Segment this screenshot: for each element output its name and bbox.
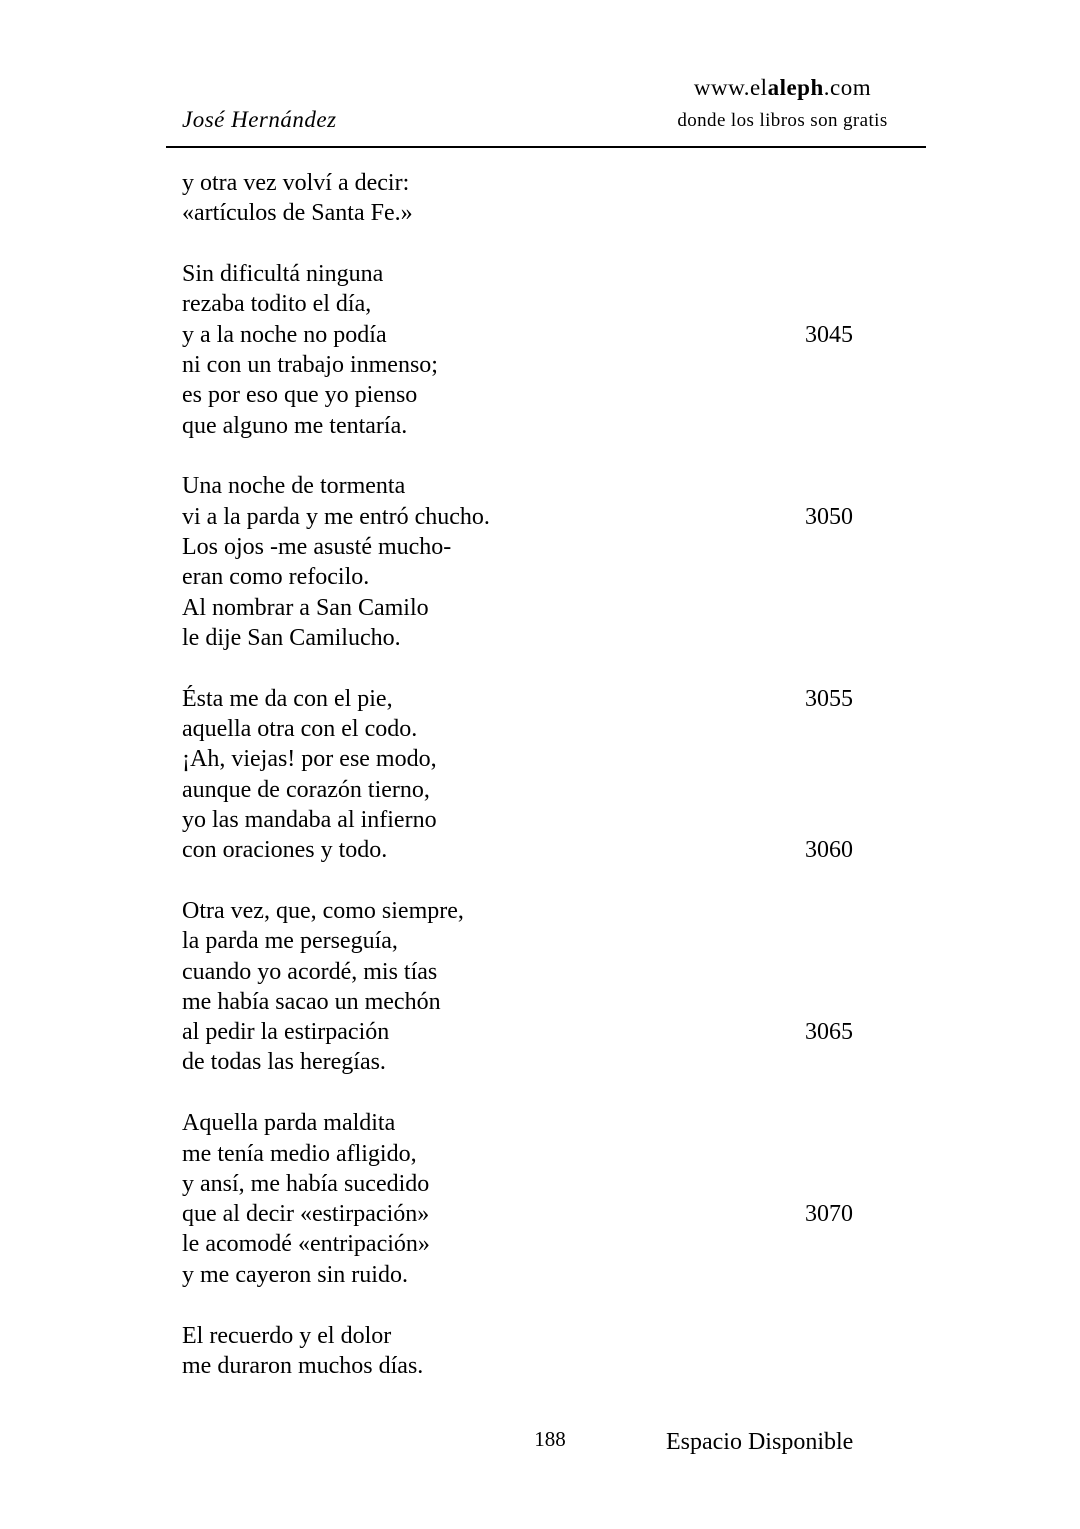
verse-line [182,775,882,805]
verse-line [182,1139,882,1169]
verse-line [182,1169,882,1199]
verse-line [182,532,882,562]
stanza [182,471,882,653]
verse-text: El recuerdo y el dolor [182,1322,392,1349]
verse-text: y a la noche no podía [182,321,387,348]
verse-text: y otra vez volví a decir: [182,170,410,196]
site-url-brand: aleph [767,75,824,100]
verse-number: 3070 [805,1201,853,1228]
verse-number: 3050 [805,503,853,530]
stanza [182,259,882,441]
verse-text: al pedir la estirpación [182,1019,390,1046]
stanza [182,168,882,229]
verse-text: yo las mandaba al infierno [182,806,437,833]
verse-number: 3065 [805,1019,853,1046]
poem-body [182,168,882,1412]
verse-line [182,744,882,774]
verse-number: 3055 [805,685,853,712]
verse-line [182,502,882,532]
verse-text: Otra vez, que, como siempre, [182,897,464,924]
verse-text: ni con un trabajo inmenso; [182,351,438,378]
verse-line [182,957,882,987]
verse-text: Ésta me da con el pie, [182,685,393,712]
site-url-suffix: .com [823,75,872,100]
verse-text: Al nombrar a San Camilo [182,594,429,621]
site-url[interactable] [640,72,925,104]
author-name: José Hernández [182,107,337,132]
verse-line [182,896,882,926]
verse-text: ¡Ah, viejas! por ese modo, [182,746,437,773]
verse-text: la parda me perseguía, [182,928,398,955]
verse-text: que al decir «estirpación» [182,1201,430,1228]
verse-line [182,987,882,1017]
verse-line [182,1199,882,1229]
footer-note: Espacio Disponible [666,1429,854,1455]
verse-text: le acomodé «entripación» [182,1231,430,1258]
verse-text: vi a la parda y me entró chucho. [182,503,490,530]
verse-text: Aquella parda maldita [182,1110,396,1137]
verse-line [182,1017,882,1047]
verse-line [182,623,882,653]
verse-line [182,350,882,380]
verse-line [182,835,882,865]
verse-line [182,289,882,319]
verse-text: cuando yo acordé, mis tías [182,958,438,985]
verse-text: me duraron muchos días. [182,1352,424,1379]
verse-text: eran como refocilo. [182,564,370,591]
verse-text: que alguno me tentaría. [182,412,408,439]
verse-line [182,1351,882,1381]
verse-line [182,714,882,744]
verse-line [182,562,882,592]
verse-line [182,259,882,289]
verse-line [182,593,882,623]
verse-line [182,684,882,714]
verse-line [182,805,882,835]
site-url-prefix: www.el [693,75,768,100]
verse-line [182,1108,882,1138]
verse-text: rezaba todito el día, [182,291,372,318]
verse-text: me tenía medio afligido, [182,1140,417,1167]
verse-number: 3060 [805,837,853,864]
verse-text: le dije San Camilucho. [182,624,401,651]
verse-text: aunque de corazón tierno, [182,776,430,803]
verse-text: Los ojos -me asusté mucho- [182,533,452,560]
verse-line [182,1260,882,1290]
site-tagline: donde los libros son gratis [677,110,888,131]
verse-text: de todas las heregías. [182,1049,386,1076]
page-number: 188 [534,1427,566,1451]
verse-text: me había sacao un mechón [182,988,441,1015]
verse-text: y me cayeron sin ruido. [182,1261,408,1288]
verse-line [182,380,882,410]
stanza [182,1108,882,1290]
verse-text: Una noche de tormenta [182,473,406,500]
verse-text: y ansí, me había sucedido [182,1170,430,1197]
verse-line [182,1321,882,1351]
verse-line [182,320,882,350]
stanza [182,684,882,866]
verse-text: «artículos de Santa Fe.» [182,200,413,227]
stanza [182,1321,882,1382]
verse-text: es por eso que yo pienso [182,382,418,409]
verse-line [182,411,882,441]
stanza [182,896,882,1078]
verse-number: 3045 [805,321,853,348]
verse-line [182,1229,882,1259]
header-divider [166,146,926,148]
verse-line [182,1047,882,1077]
verse-text: Sin dificultá ninguna [182,261,384,288]
verse-text: aquella otra con el codo. [182,715,418,742]
verse-text: con oraciones y todo. [182,837,388,864]
verse-line [182,198,882,228]
verse-line [182,926,882,956]
verse-line [182,471,882,501]
verse-line [182,168,882,198]
